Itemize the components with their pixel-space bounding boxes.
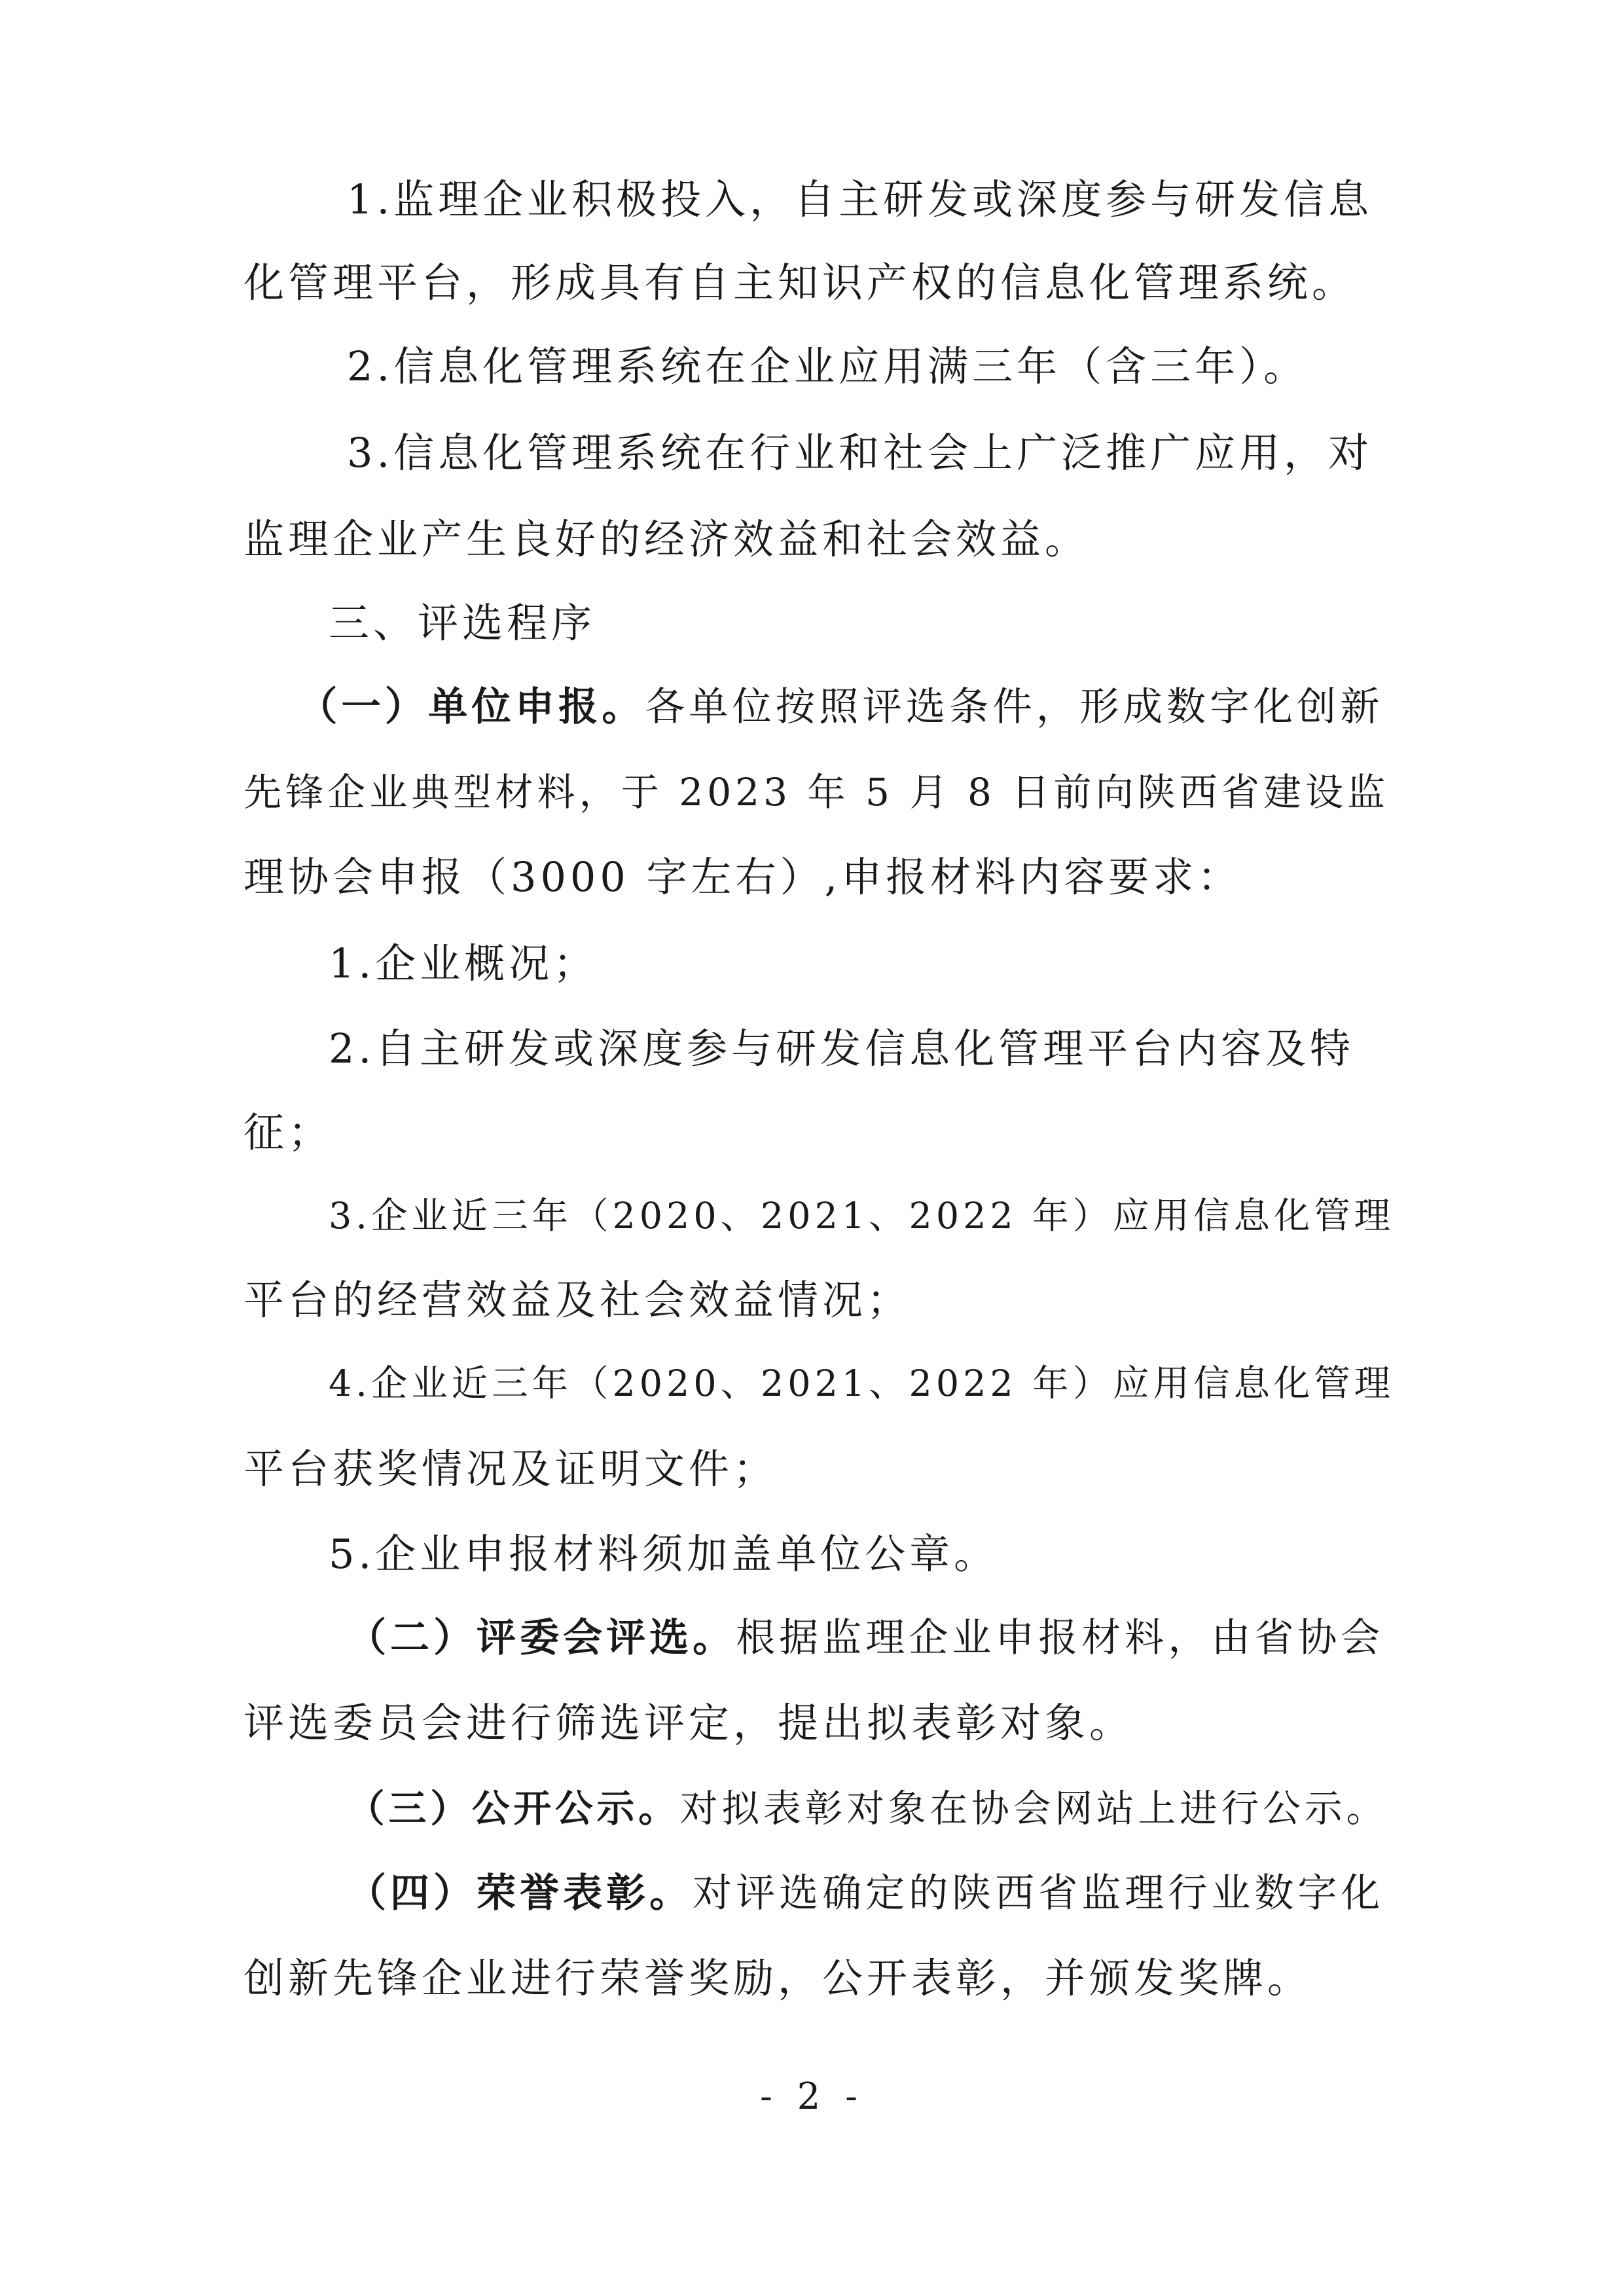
text-run: 先锋企业典型材料，于 2023 年 5 月 8 日前向陕西省建设监 — [244, 770, 1390, 814]
text-run: 3.企业近三年（2020、2021、2022 年）应用信息化管理 — [329, 1195, 1395, 1237]
materials-item-2-line-1 — [0, 1023, 1624, 1075]
text-run: 创新先锋企业进行荣誉奖励，公开表彰，并颁发奖牌。 — [244, 1954, 1312, 2002]
text-run: 2.信息化管理系统在企业应用满三年（含三年）。 — [347, 342, 1308, 390]
page-number: - 2 - — [759, 2075, 865, 2118]
text-run: 1.企业概况； — [329, 939, 598, 987]
materials-item-3-line-2 — [0, 1274, 1624, 1326]
text-run: 评选委员会进行筛选评定，提出拟表彰对象。 — [244, 1699, 1134, 1747]
section-heading-selection-procedure — [0, 597, 1624, 649]
criteria-item-3-line-2 — [0, 513, 1624, 566]
materials-item-1 — [0, 938, 1624, 990]
procedure-step-4-line-2 — [0, 1952, 1624, 2005]
text-run: 理协会申报（3000 字左右）,申报材料内容要求： — [244, 853, 1242, 901]
criteria-item-3-line-1 — [0, 427, 1624, 479]
procedure-step-1-inline — [298, 681, 1384, 733]
materials-item-5 — [0, 1528, 1624, 1580]
materials-item-4-line-1 — [0, 1358, 1624, 1410]
text-run: 征； — [244, 1108, 333, 1156]
text-run: 平台的经营效益及社会效益情况； — [244, 1276, 912, 1324]
procedure-step-3-inline — [347, 1782, 1388, 1835]
procedure-step-2-line-1 — [0, 1612, 1624, 1664]
criteria-item-1-line-2 — [0, 257, 1624, 309]
procedure-step-2-body: 根据监理企业申报材料，由省协会 — [736, 1615, 1384, 1661]
procedure-step-4-line-1 — [0, 1867, 1624, 1920]
procedure-step-2-title: （二）评委会评选。 — [347, 1615, 736, 1661]
procedure-step-3-title: （三）公开公示。 — [347, 1786, 680, 1831]
procedure-step-2-inline — [347, 1612, 1384, 1664]
procedure-step-4-inline — [347, 1867, 1384, 1920]
text-run: 监理企业产生良好的经济效益和社会效益。 — [244, 515, 1090, 563]
procedure-step-2-line-2 — [0, 1697, 1624, 1749]
text-run: 1.监理企业积极投入，自主研发或深度参与研发信息 — [347, 175, 1373, 223]
materials-item-4-line-2 — [0, 1443, 1624, 1495]
text-run: 2.自主研发或深度参与研发信息化管理平台内容及特 — [329, 1025, 1355, 1072]
procedure-step-3-body: 对拟表彰对象在协会网站上进行公示。 — [679, 1787, 1388, 1831]
criteria-item-1-line-1 — [0, 173, 1624, 226]
materials-item-3-line-1 — [0, 1190, 1624, 1243]
procedure-step-3 — [0, 1782, 1624, 1834]
procedure-step-4-title: （四）荣誉表彰。 — [347, 1870, 693, 1916]
procedure-step-1-line-3 — [0, 851, 1624, 903]
text-run: 4.企业近三年（2020、2021、2022 年）应用信息化管理 — [329, 1363, 1395, 1405]
text-run: 3.信息化管理系统在行业和社会上广泛推广应用，对 — [347, 429, 1373, 477]
materials-item-2-line-2 — [0, 1106, 1624, 1159]
procedure-step-1-body: 各单位按照评选条件，形成数字化创新 — [645, 684, 1384, 730]
text-run: 化管理平台，形成具有自主知识产权的信息化管理系统。 — [244, 259, 1357, 306]
criteria-item-2 — [0, 340, 1624, 393]
procedure-step-1-title: （一）单位申报。 — [298, 683, 645, 730]
procedure-step-1-line-1 — [0, 681, 1624, 733]
section-heading-text: 三、评选程序 — [329, 599, 596, 647]
procedure-step-1-line-2 — [0, 766, 1624, 818]
text-run: 平台获奖情况及证明文件； — [244, 1445, 778, 1493]
text-run: 5.企业申报材料须加盖单位公章。 — [329, 1530, 999, 1578]
procedure-step-4-body: 对评选确定的陕西省监理行业数字化 — [693, 1870, 1384, 1916]
